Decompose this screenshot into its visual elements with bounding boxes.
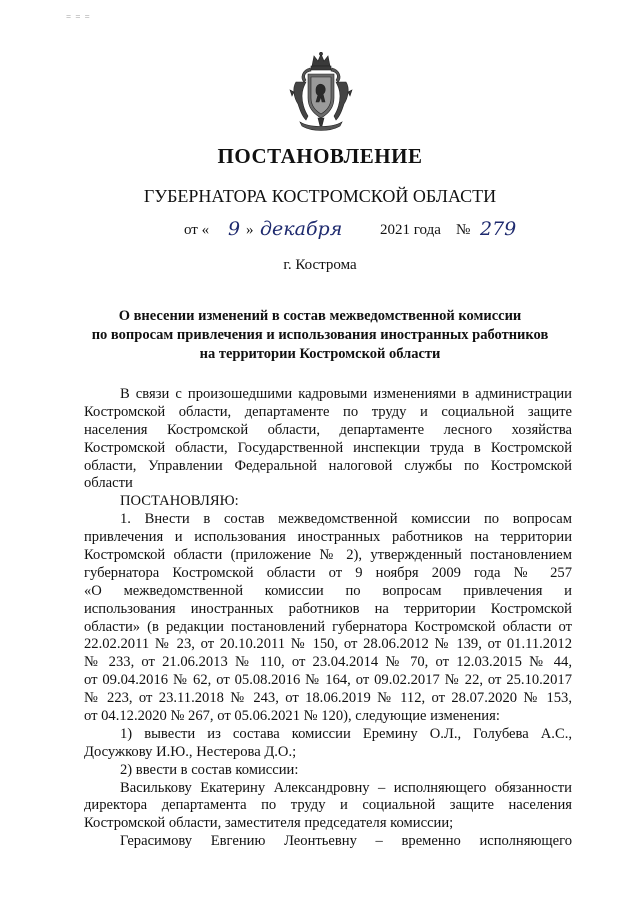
item-line: от 09.04.2016 № 62, от 05.08.2016 № 164, от 09.02.2017 № 22, от 25.10.2017 — [84, 672, 572, 689]
date-from-label: от « — [184, 222, 210, 238]
person-line: директора департамента по труду и социальной защите населения — [84, 797, 572, 814]
item-line: № 233, от 21.06.2013 № 110, от 23.04.2014 № 70, от 12.03.2015 № 44, — [84, 654, 572, 671]
paragraph-line: В связи с произошедшими кадровыми изменениями в администрации — [120, 386, 572, 402]
subject-heading — [0, 307, 640, 364]
date-month: декабря — [260, 218, 343, 240]
person-line: Герасимову Евгению Леонтьевну – временно исполняющего — [120, 833, 572, 850]
item-line: использования иностранных работников на территории Костромской — [84, 600, 572, 617]
item-line: 22.02.2011 № 23, от 20.10.2011 № 150, от 28.06.2012 № 139, от 01.11.2012 — [84, 636, 572, 653]
paragraph-line: населения Костромской области, департаменте лесного хозяйства — [84, 421, 572, 438]
subject-line: по вопросам привлечения и использования иностранных работников — [91, 327, 549, 343]
item-line: № 223, от 23.11.2018 № 243, от 18.06.2019 № 112, от 28.07.2020 № 153, — [84, 690, 572, 707]
subitem-line: 1) вывести из состава комиссии Еремину О.Л., Голубева А.С., — [120, 725, 572, 742]
subitem-line: Досужкову И.Ю., Нестерова Д.О.; — [84, 743, 297, 760]
document-subtitle: ГУБЕРНАТОРА КОСТРОМСКОЙ ОБЛАСТИ — [143, 186, 497, 206]
document-number: 279 — [480, 218, 517, 240]
item-line: 1. Внести в состав межведомственной комиссии по вопросам — [120, 511, 572, 528]
date-year: 2021 года — [380, 222, 441, 238]
item-line: губернатора Костромской области от 9 ноября 2009 года № 257 — [84, 564, 572, 581]
city-line: г. Кострома — [283, 257, 357, 273]
paragraph-line: области — [84, 475, 133, 492]
coat-of-arms-icon — [288, 52, 354, 134]
decree-word: ПОСТАНОВЛЯЮ: — [120, 493, 239, 510]
date-line — [184, 218, 524, 248]
paragraph-line: Костромской области, департаменте по труду и социальной защите — [84, 403, 572, 420]
date-close-quote: » — [246, 222, 254, 238]
item-line: «О межведомственной комиссии по вопросам привлечения и — [84, 582, 572, 599]
subitem-line: 2) ввести в состав комиссии: — [120, 761, 299, 778]
item-line: области» (в редакции постановлений губернатора Костромской области от — [84, 618, 572, 635]
paragraph-line: Костромской области, Государственной инспекции труда в Костромской — [84, 439, 572, 456]
date-day: 9 — [228, 218, 241, 240]
number-label: № — [456, 222, 471, 238]
person-line: Василькову Екатерину Александровну – исполняющего обязанности — [120, 779, 572, 796]
document-body — [84, 386, 572, 851]
subject-line: О внесении изменений в состав межведомственной комиссии — [118, 308, 522, 324]
paragraph-line: области, Управлении Федеральной налоговой службы по Костромской — [84, 457, 572, 474]
person-line: Костромской области, заместителя председателя комиссии; — [84, 815, 454, 832]
corner-mark: = = = — [66, 12, 91, 22]
document-title: ПОСТАНОВЛЕНИЕ — [217, 144, 423, 168]
item-line: от 04.12.2020 № 267, от 05.06.2021 № 120), следующие изменения: — [84, 708, 500, 725]
subject-line: на территории Костромской области — [199, 346, 441, 362]
item-line: Костромской области (приложение № 2), утвержденный постановлением — [84, 547, 572, 564]
item-line: привлечения и использования иностранных работников на территории — [84, 529, 572, 546]
